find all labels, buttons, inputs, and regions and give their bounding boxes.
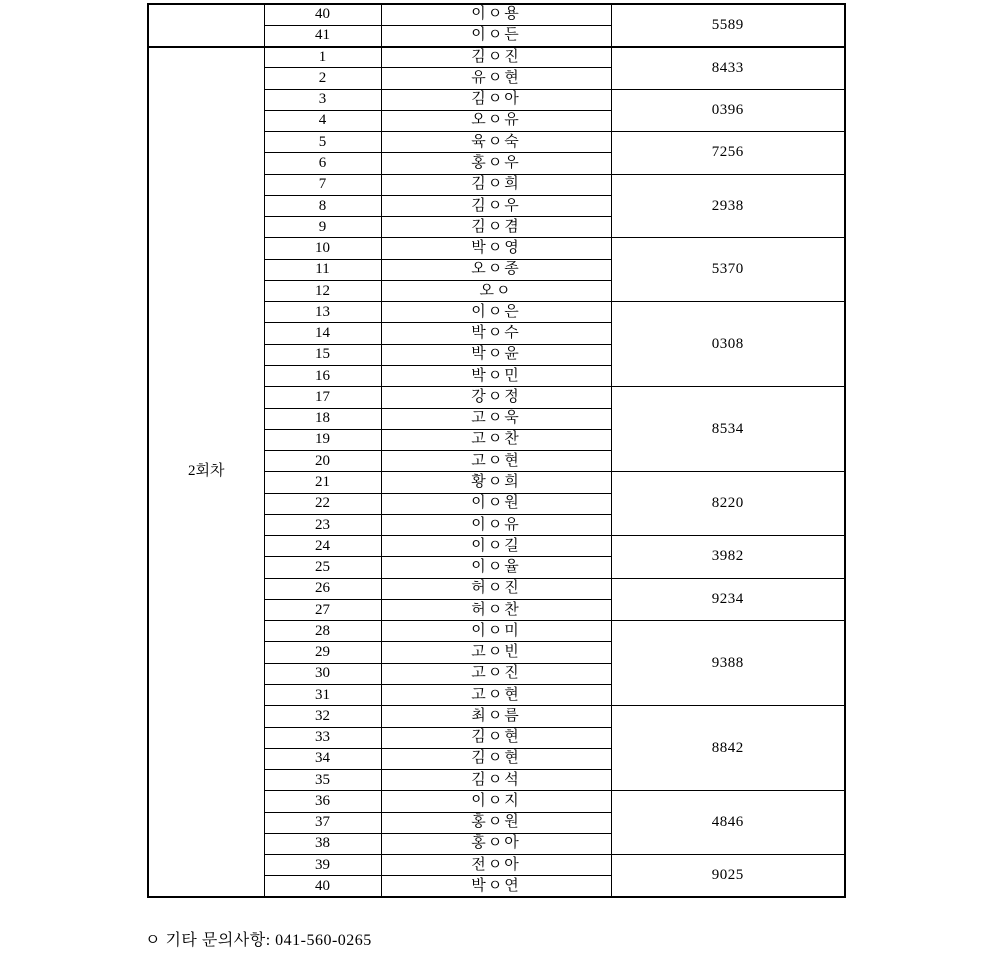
name-cell: 박ㅇ민 bbox=[381, 366, 611, 387]
name-cell: 이ㅇ길 bbox=[381, 536, 611, 557]
name-cell: 김ㅇ현 bbox=[381, 748, 611, 769]
row-number-cell: 10 bbox=[264, 238, 381, 259]
name-cell: 황ㅇ희 bbox=[381, 472, 611, 493]
code-cell: 0308 bbox=[611, 302, 845, 387]
row-number-cell: 6 bbox=[264, 153, 381, 174]
row-number-cell: 21 bbox=[264, 472, 381, 493]
row-number-cell: 38 bbox=[264, 833, 381, 854]
row-number-cell: 14 bbox=[264, 323, 381, 344]
name-cell: 강ㅇ정 bbox=[381, 387, 611, 408]
name-cell: 박ㅇ수 bbox=[381, 323, 611, 344]
row-number-cell: 24 bbox=[264, 536, 381, 557]
session-label-cell bbox=[148, 4, 264, 47]
row-number-cell: 35 bbox=[264, 770, 381, 791]
name-cell: 박ㅇ연 bbox=[381, 876, 611, 897]
name-cell: 김ㅇ진 bbox=[381, 47, 611, 68]
row-number-cell: 15 bbox=[264, 344, 381, 365]
name-cell: 이ㅇ지 bbox=[381, 791, 611, 812]
code-cell: 5370 bbox=[611, 238, 845, 302]
code-cell: 2938 bbox=[611, 174, 845, 238]
row-number-cell: 40 bbox=[264, 876, 381, 897]
name-cell: 이ㅇ은 bbox=[381, 302, 611, 323]
table-row bbox=[148, 47, 845, 68]
name-cell: 허ㅇ진 bbox=[381, 578, 611, 599]
code-cell: 5589 bbox=[611, 4, 845, 47]
name-cell: 전ㅇ아 bbox=[381, 855, 611, 876]
name-cell: 홍ㅇ아 bbox=[381, 833, 611, 854]
name-cell: 김ㅇ겸 bbox=[381, 217, 611, 238]
name-cell: 김ㅇ현 bbox=[381, 727, 611, 748]
row-number-cell: 13 bbox=[264, 302, 381, 323]
row-number-cell: 20 bbox=[264, 451, 381, 472]
row-number-cell: 26 bbox=[264, 578, 381, 599]
name-cell: 고ㅇ현 bbox=[381, 451, 611, 472]
name-cell: 김ㅇ우 bbox=[381, 195, 611, 216]
row-number-cell: 41 bbox=[264, 25, 381, 46]
row-number-cell: 36 bbox=[264, 791, 381, 812]
code-cell: 8433 bbox=[611, 47, 845, 90]
row-number-cell: 37 bbox=[264, 812, 381, 833]
code-cell: 3982 bbox=[611, 536, 845, 579]
code-cell: 0396 bbox=[611, 89, 845, 132]
row-number-cell: 17 bbox=[264, 387, 381, 408]
row-number-cell: 2 bbox=[264, 68, 381, 89]
code-cell: 7256 bbox=[611, 132, 845, 175]
row-number-cell: 4 bbox=[264, 110, 381, 131]
code-cell: 8842 bbox=[611, 706, 845, 791]
row-number-cell: 8 bbox=[264, 195, 381, 216]
row-number-cell: 23 bbox=[264, 514, 381, 535]
row-number-cell: 1 bbox=[264, 47, 381, 68]
footer-contact-note: ㅇ 기타 문의사항: 041-560-0265 bbox=[145, 932, 372, 949]
name-cell: 고ㅇ빈 bbox=[381, 642, 611, 663]
row-number-cell: 11 bbox=[264, 259, 381, 280]
name-cell: 홍ㅇ원 bbox=[381, 812, 611, 833]
name-cell: 이ㅇ든 bbox=[381, 25, 611, 46]
name-cell: 유ㅇ현 bbox=[381, 68, 611, 89]
name-cell: 이ㅇ유 bbox=[381, 514, 611, 535]
name-cell: 최ㅇ름 bbox=[381, 706, 611, 727]
row-number-cell: 16 bbox=[264, 366, 381, 387]
name-cell: 오ㅇ유 bbox=[381, 110, 611, 131]
code-cell: 9025 bbox=[611, 855, 845, 898]
name-cell: 이ㅇ용 bbox=[381, 4, 611, 25]
row-number-cell: 34 bbox=[264, 748, 381, 769]
code-cell: 8534 bbox=[611, 387, 845, 472]
name-cell: 고ㅇ현 bbox=[381, 685, 611, 706]
row-number-cell: 33 bbox=[264, 727, 381, 748]
table-row bbox=[148, 4, 845, 25]
code-cell: 4846 bbox=[611, 791, 845, 855]
name-cell: 이ㅇ율 bbox=[381, 557, 611, 578]
name-cell: 이ㅇ미 bbox=[381, 621, 611, 642]
name-cell: 오ㅇ bbox=[381, 280, 611, 301]
row-number-cell: 9 bbox=[264, 217, 381, 238]
code-cell: 9388 bbox=[611, 621, 845, 706]
row-number-cell: 31 bbox=[264, 685, 381, 706]
row-number-cell: 3 bbox=[264, 89, 381, 110]
row-number-cell: 12 bbox=[264, 280, 381, 301]
row-number-cell: 18 bbox=[264, 408, 381, 429]
row-number-cell: 25 bbox=[264, 557, 381, 578]
row-number-cell: 30 bbox=[264, 663, 381, 684]
row-number-cell: 39 bbox=[264, 855, 381, 876]
name-cell: 육ㅇ숙 bbox=[381, 132, 611, 153]
roster-table bbox=[147, 3, 846, 898]
row-number-cell: 27 bbox=[264, 599, 381, 620]
name-cell: 고ㅇ진 bbox=[381, 663, 611, 684]
session-label-cell: 2회차 bbox=[148, 47, 264, 898]
roster-table-body bbox=[148, 4, 845, 897]
name-cell: 박ㅇ윤 bbox=[381, 344, 611, 365]
row-number-cell: 5 bbox=[264, 132, 381, 153]
name-cell: 오ㅇ종 bbox=[381, 259, 611, 280]
name-cell: 고ㅇ욱 bbox=[381, 408, 611, 429]
row-number-cell: 32 bbox=[264, 706, 381, 727]
code-cell: 9234 bbox=[611, 578, 845, 621]
name-cell: 박ㅇ영 bbox=[381, 238, 611, 259]
name-cell: 김ㅇ희 bbox=[381, 174, 611, 195]
name-cell: 김ㅇ아 bbox=[381, 89, 611, 110]
name-cell: 김ㅇ석 bbox=[381, 770, 611, 791]
name-cell: 홍ㅇ우 bbox=[381, 153, 611, 174]
name-cell: 이ㅇ원 bbox=[381, 493, 611, 514]
name-cell: 허ㅇ찬 bbox=[381, 599, 611, 620]
row-number-cell: 29 bbox=[264, 642, 381, 663]
row-number-cell: 7 bbox=[264, 174, 381, 195]
code-cell: 8220 bbox=[611, 472, 845, 536]
row-number-cell: 22 bbox=[264, 493, 381, 514]
name-cell: 고ㅇ찬 bbox=[381, 429, 611, 450]
row-number-cell: 28 bbox=[264, 621, 381, 642]
row-number-cell: 40 bbox=[264, 4, 381, 25]
row-number-cell: 19 bbox=[264, 429, 381, 450]
